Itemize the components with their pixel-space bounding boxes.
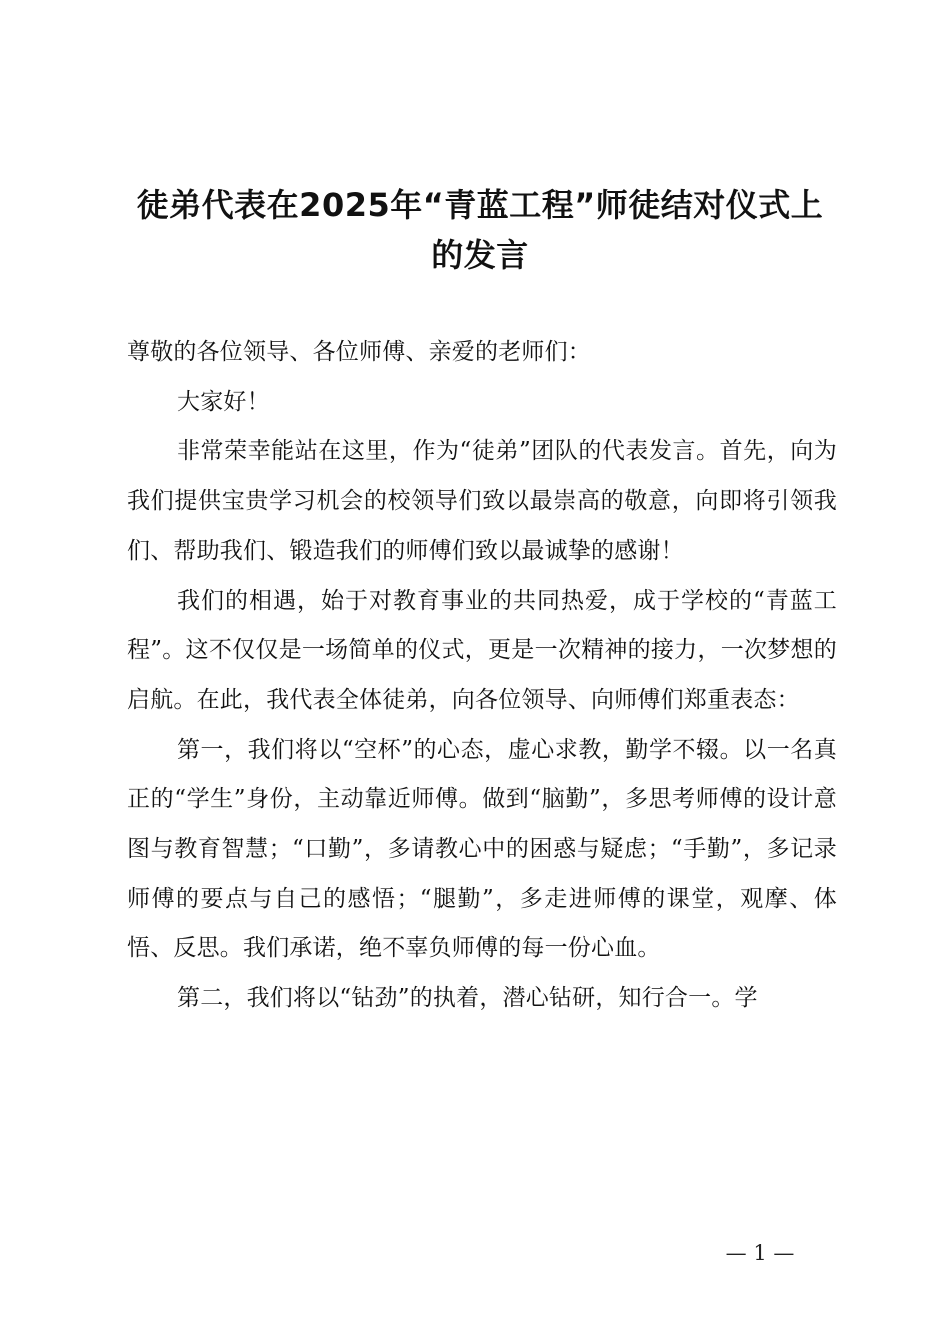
paragraph-second-point: 第二，我们将以“钻劲”的执着，潜心钻研，知行合一。学 (177, 985, 758, 1012)
paragraph-first-point: 第一，我们将以“空杯”的心态，虚心求教，勤学不辍。以一名真正的“学生”身份，主动靠近师傅。做到“脑勤”，多思考师傅的设计意图与教育智慧；“口勤”，多请教心中的困惑与疑虑；“手勤”，多记录师傅的要点与自己的感悟；“腿勤”，多走进师傅的课堂，观摩、体悟、反思。我们承诺，绝不辜负师傅的每一份心血。 (127, 736, 837, 962)
document-body (127, 328, 837, 1024)
title-line-1: 徒弟代表在2025年“青蓝工程”师徒结对仪式上 (136, 186, 824, 224)
paragraph-pledge-intro: 我们的相遇，始于对教育事业的共同热爱，成于学校的“青蓝工程”。这不仅仅是一场简单的仪式，更是一次精神的接力，一次梦想的启航。在此，我代表全体徒弟，向各位领导、向师傅们郑重表态： (127, 587, 837, 713)
paragraph-introduction: 非常荣幸能站在这里，作为“徒弟”团队的代表发言。首先，向为我们提供宝贵学习机会的校领导们致以最崇高的敬意，向即将引领我们、帮助我们、锻造我们的师傅们致以最诚挚的感谢！ (127, 438, 837, 564)
page-number: — 1 — (725, 1241, 795, 1265)
greeting: 大家好！ (177, 388, 270, 415)
salutation: 尊敬的各位领导、各位师傅、亲爱的老师们： (127, 339, 591, 365)
title-line-2: 的发言 (431, 236, 529, 274)
document-title (110, 180, 850, 280)
